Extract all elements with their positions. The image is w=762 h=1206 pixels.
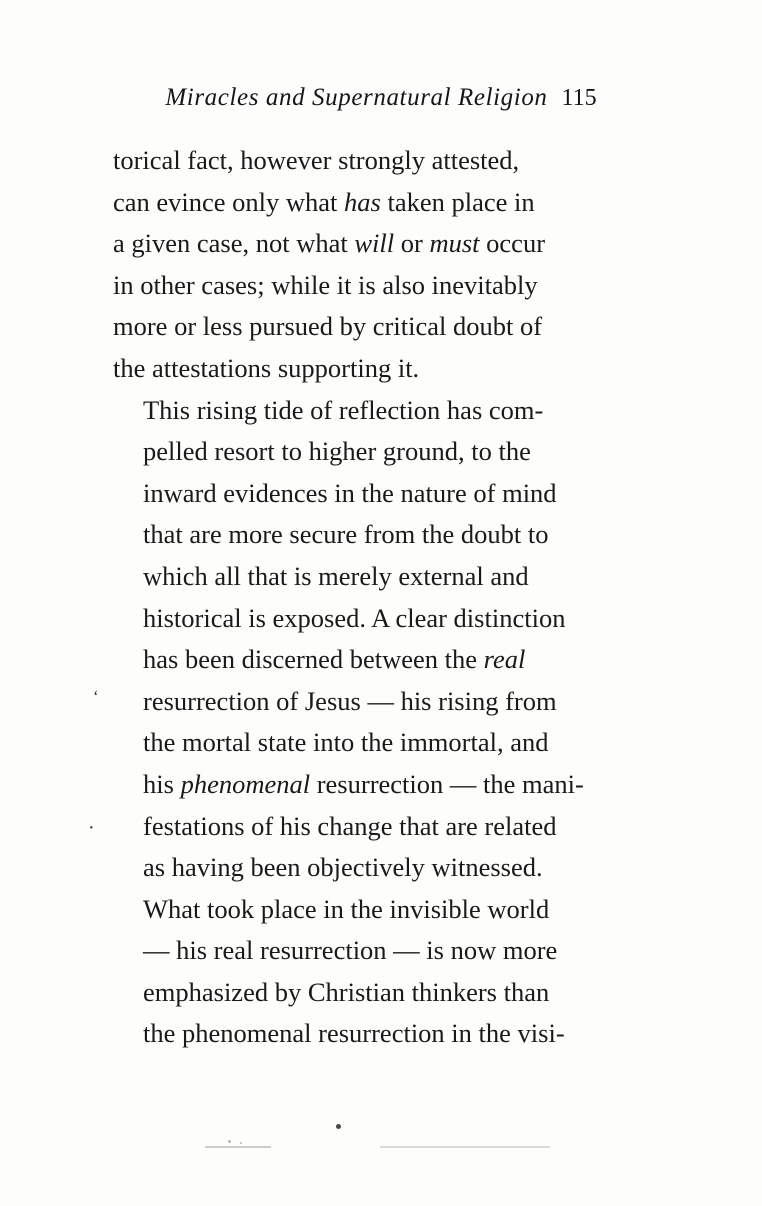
emphasis-text: has <box>344 186 381 217</box>
text-line <box>113 598 653 640</box>
page-speck <box>228 1140 231 1143</box>
text-run: resurrection — the mani- <box>310 768 584 799</box>
text-line <box>113 390 653 432</box>
text-line <box>113 431 653 473</box>
text-line <box>113 1013 653 1055</box>
text-run: which all that is merely external and <box>143 560 529 591</box>
text-line <box>113 806 653 848</box>
text-run: in other cases; while it is also inevitably <box>113 269 538 300</box>
body-text <box>113 140 653 1055</box>
text-line <box>113 847 653 889</box>
emphasis-text: will <box>354 228 395 259</box>
text-run: festations of his change that are related <box>143 810 557 841</box>
text-line <box>113 764 653 806</box>
text-run: his <box>143 768 181 799</box>
text-line <box>113 889 653 931</box>
text-run: as having been objectively witnessed. <box>143 852 543 883</box>
paragraph-1 <box>113 140 653 390</box>
text-run: occur <box>479 228 546 259</box>
text-run: inward evidences in the nature of mind <box>143 477 557 508</box>
text-run: torical fact, however strongly attested, <box>113 145 520 175</box>
text-run: — his real resurrection — is now more <box>143 935 558 966</box>
text-run: historical is exposed. A clear distinction <box>143 602 566 633</box>
page-speck <box>240 1142 242 1144</box>
text-line <box>113 265 653 307</box>
text-run: that are more secure from the doubt to <box>143 519 549 550</box>
text-run: emphasized by Christian thinkers than <box>143 976 550 1007</box>
text-run: a given case, not what <box>113 228 355 259</box>
text-line <box>113 930 653 972</box>
text-line <box>113 514 653 556</box>
footer-smudge-right <box>380 1146 550 1148</box>
text-run: pelled resort to higher ground, to the <box>143 436 531 467</box>
text-line <box>113 639 653 681</box>
emphasis-text: must <box>429 228 480 259</box>
footer-dot <box>336 1124 341 1129</box>
text-run: more or less pursued by critical doubt of <box>113 311 543 342</box>
paragraph-2 <box>113 390 653 1056</box>
running-head-title: Miracles and Supernatural Religion <box>165 84 548 111</box>
marginal-apostrophe-mark: ‘ <box>93 687 99 706</box>
text-line <box>113 556 653 598</box>
text-run: the phenomenal resurrection in the visi- <box>143 1018 565 1049</box>
footer-marks <box>0 1124 762 1154</box>
page-number: 115 <box>561 85 597 111</box>
text-run: the attestations supporting it. <box>113 352 420 383</box>
text-line <box>113 306 653 348</box>
text-line <box>113 473 653 515</box>
text-line <box>113 223 653 265</box>
text-run: What took place in the invisible world <box>143 893 550 924</box>
text-run: taken place in <box>380 186 535 217</box>
running-head <box>0 84 762 112</box>
emphasis-text: phenomenal <box>180 768 311 799</box>
text-line <box>113 722 653 764</box>
text-line <box>113 972 653 1014</box>
text-run: or <box>394 228 430 259</box>
text-run: the mortal state into the immortal, and <box>143 727 549 758</box>
text-line <box>113 182 653 224</box>
text-run: This rising tide of reflection has com- <box>143 394 544 425</box>
text-line <box>113 140 653 182</box>
text-line <box>113 348 653 390</box>
marginal-dot-mark: · <box>88 817 95 839</box>
text-run: has been discerned between the <box>143 644 484 675</box>
footer-smudge-left <box>205 1146 271 1148</box>
text-run: can evince only what <box>113 186 345 217</box>
emphasis-text: real <box>483 644 526 675</box>
text-run: resurrection of Jesus — his rising from <box>143 685 557 716</box>
text-line <box>113 681 653 723</box>
